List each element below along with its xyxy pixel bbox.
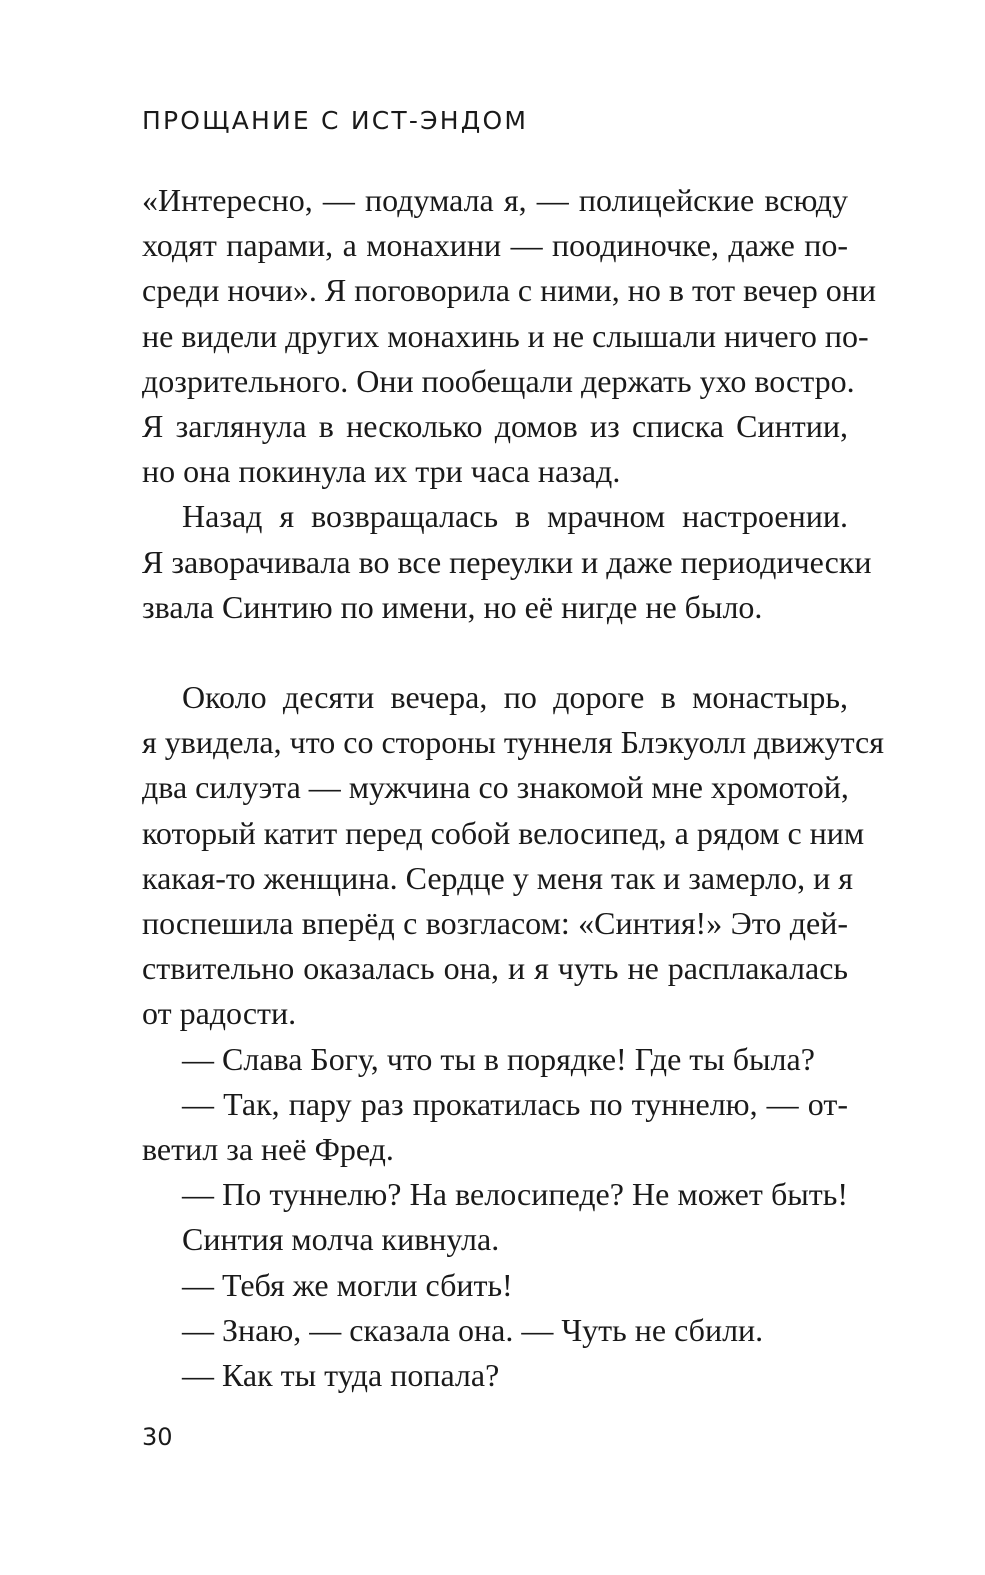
dialogue-line: — Так, пару раз прокатилась по туннелю, — от- <box>182 1085 848 1122</box>
dialogue-line: — По туннелю? На велосипеде? Не может быть! <box>182 1176 848 1213</box>
text-line: два силуэта — мужчина со знакомой мне хромотой, <box>142 769 849 806</box>
body-text <box>142 178 884 1398</box>
text-line: но она покинула их три часа назад. <box>142 453 621 490</box>
text-line: звала Синтию по имени, но её нигде не было. <box>142 588 763 625</box>
dialogue-line: — Слава Богу, что ты в порядке! Где ты была? <box>182 1040 815 1077</box>
text-line: Я заворачивала во все переулки и даже периодически <box>142 543 872 580</box>
text-line: который катит перед собой велосипед, а рядом с ним <box>142 814 865 851</box>
section-break <box>142 630 848 675</box>
running-title: ПРОЩАНИЕ С ИСТ-ЭНДОМ <box>142 106 529 135</box>
text-line: дозрительного. Они пообещали держать ухо востро. <box>142 362 855 399</box>
text-line: «Интересно, — подумала я, — полицейские всюду <box>142 182 848 218</box>
dialogue-line: — Как ты туда попала? <box>182 1356 500 1393</box>
dialogue-line: — Тебя же могли сбить! <box>182 1266 513 1303</box>
text-line: ветил за неё Фред. <box>142 1130 394 1167</box>
page-number: 30 <box>142 1423 173 1451</box>
text-line: не видели других монахинь и не слышали ничего по- <box>142 317 869 354</box>
text-line: среди ночи». Я поговорила с ними, но в тот вечер они <box>142 272 876 309</box>
text-line: Около десяти вечера, по дороге в монастырь, <box>182 679 848 716</box>
text-line: ходят парами, а монахини — поодиночке, даже по- <box>142 227 848 264</box>
text-line: Я заглянула в несколько домов из списка Синтии, <box>142 407 848 444</box>
text-line: ствительно оказалась она, и я чуть не расплакалась <box>142 950 848 987</box>
text-line: поспешила вперёд с возгласом: «Синтия!» Это дей- <box>142 905 848 941</box>
text-line: я увидела, что со стороны туннеля Блэкуолл движутся <box>142 724 884 761</box>
text-line: от радости. <box>142 995 297 1032</box>
text-line: какая-то женщина. Сердце у меня так и замерло, и я <box>142 859 853 896</box>
text-line: Назад я возвращалась в мрачном настроении. <box>182 498 848 535</box>
dialogue-line: — Знаю, — сказала она. — Чуть не сбили. <box>182 1311 764 1348</box>
text-line: Синтия молча кивнула. <box>182 1221 500 1258</box>
